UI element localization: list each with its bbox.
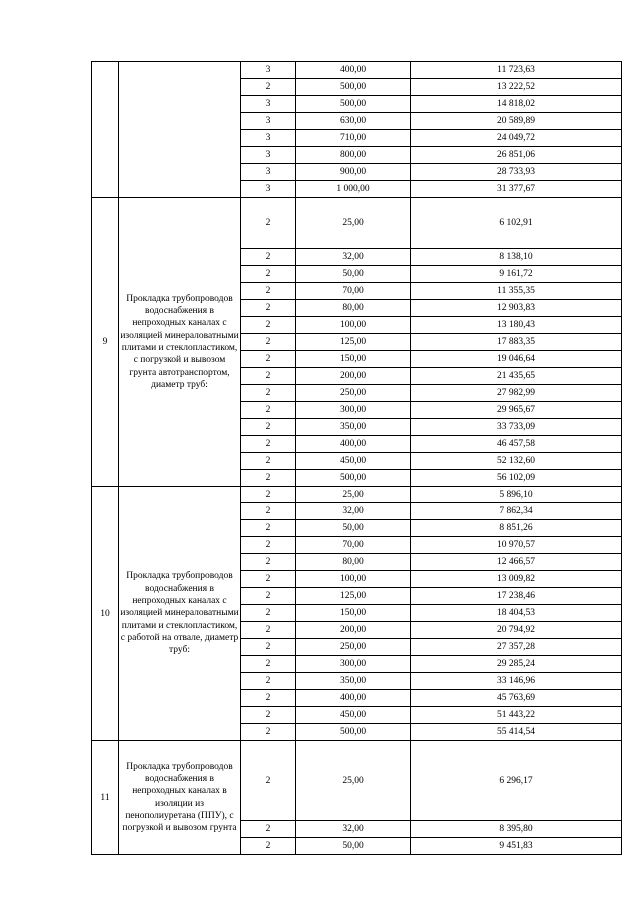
kind-cell: 2 — [241, 520, 296, 537]
diameter-cell: 100,00 — [296, 317, 411, 334]
diameter-cell: 630,00 — [296, 113, 411, 130]
price-cell: 14 818,02 — [411, 96, 622, 113]
item-number-cell: 11 — [92, 741, 119, 855]
kind-cell: 2 — [241, 385, 296, 402]
table-row — [92, 198, 622, 249]
price-cell: 27 357,28 — [411, 639, 622, 656]
kind-cell: 2 — [241, 334, 296, 351]
kind-cell: 2 — [241, 368, 296, 385]
price-cell: 9 161,72 — [411, 266, 622, 283]
price-cell: 31 377,67 — [411, 181, 622, 198]
kind-cell: 3 — [241, 147, 296, 164]
kind-cell: 2 — [241, 554, 296, 571]
price-cell: 52 132,60 — [411, 453, 622, 470]
price-cell: 19 046,64 — [411, 351, 622, 368]
diameter-cell: 25,00 — [296, 198, 411, 249]
diameter-cell: 500,00 — [296, 724, 411, 741]
diameter-cell: 200,00 — [296, 368, 411, 385]
kind-cell: 2 — [241, 436, 296, 453]
kind-cell: 2 — [241, 79, 296, 96]
kind-cell: 2 — [241, 673, 296, 690]
diameter-cell: 800,00 — [296, 147, 411, 164]
kind-cell: 2 — [241, 198, 296, 249]
diameter-cell: 500,00 — [296, 79, 411, 96]
price-cell: 6 102,91 — [411, 198, 622, 249]
kind-cell: 2 — [241, 622, 296, 639]
kind-cell: 3 — [241, 181, 296, 198]
price-table-body — [92, 62, 622, 855]
price-cell: 8 138,10 — [411, 249, 622, 266]
price-cell: 29 285,24 — [411, 656, 622, 673]
diameter-cell: 32,00 — [296, 821, 411, 838]
price-cell: 55 414,54 — [411, 724, 622, 741]
price-cell: 18 404,53 — [411, 605, 622, 622]
price-cell: 29 965,67 — [411, 402, 622, 419]
diameter-cell: 300,00 — [296, 656, 411, 673]
price-cell: 6 296,17 — [411, 741, 622, 821]
diameter-cell: 100,00 — [296, 571, 411, 588]
diameter-cell: 150,00 — [296, 351, 411, 368]
diameter-cell: 250,00 — [296, 639, 411, 656]
work-description-cell: Прокладка трубопроводов водоснабжения в непроходных каналах в изоляции из пенополиуретана (ППУ), с погрузкой и вывозом грунта — [119, 741, 241, 855]
kind-cell: 2 — [241, 402, 296, 419]
diameter-cell: 125,00 — [296, 334, 411, 351]
kind-cell: 3 — [241, 130, 296, 147]
diameter-cell: 150,00 — [296, 605, 411, 622]
diameter-cell: 80,00 — [296, 300, 411, 317]
work-description-cell: Прокладка трубопроводов водоснабжения в непроходных каналах с изоляцией минераловатными плитами и стеклопластиком, с работой на отвале, диаметр труб: — [119, 487, 241, 741]
kind-cell: 2 — [241, 283, 296, 300]
diameter-cell: 450,00 — [296, 707, 411, 724]
kind-cell: 2 — [241, 724, 296, 741]
price-cell: 33 733,09 — [411, 419, 622, 436]
table-row — [92, 741, 622, 821]
diameter-cell: 900,00 — [296, 164, 411, 181]
kind-cell: 2 — [241, 639, 296, 656]
price-cell: 12 466,57 — [411, 554, 622, 571]
kind-cell: 2 — [241, 419, 296, 436]
kind-cell: 2 — [241, 503, 296, 520]
price-cell: 26 851,06 — [411, 147, 622, 164]
work-description-cell — [119, 62, 241, 198]
price-cell: 20 589,89 — [411, 113, 622, 130]
kind-cell: 3 — [241, 113, 296, 130]
diameter-cell: 500,00 — [296, 96, 411, 113]
diameter-cell: 80,00 — [296, 554, 411, 571]
kind-cell: 2 — [241, 690, 296, 707]
price-cell: 51 443,22 — [411, 707, 622, 724]
diameter-cell: 1 000,00 — [296, 181, 411, 198]
diameter-cell: 25,00 — [296, 487, 411, 503]
kind-cell: 2 — [241, 317, 296, 334]
kind-cell: 2 — [241, 838, 296, 855]
kind-cell: 2 — [241, 605, 296, 622]
kind-cell: 2 — [241, 351, 296, 368]
price-cell: 11 355,35 — [411, 283, 622, 300]
price-cell: 21 435,65 — [411, 368, 622, 385]
table-row — [92, 487, 622, 503]
price-cell: 8 851,26 — [411, 520, 622, 537]
kind-cell: 3 — [241, 62, 296, 79]
diameter-cell: 50,00 — [296, 266, 411, 283]
price-cell: 46 457,58 — [411, 436, 622, 453]
price-cell: 13 222,52 — [411, 79, 622, 96]
kind-cell: 2 — [241, 249, 296, 266]
diameter-cell: 70,00 — [296, 283, 411, 300]
kind-cell: 2 — [241, 266, 296, 283]
price-cell: 8 395,80 — [411, 821, 622, 838]
kind-cell: 2 — [241, 537, 296, 554]
diameter-cell: 250,00 — [296, 385, 411, 402]
price-cell: 28 733,93 — [411, 164, 622, 181]
kind-cell: 3 — [241, 96, 296, 113]
price-cell: 13 180,43 — [411, 317, 622, 334]
table-row — [92, 62, 622, 79]
diameter-cell: 400,00 — [296, 62, 411, 79]
kind-cell: 2 — [241, 821, 296, 838]
diameter-cell: 50,00 — [296, 520, 411, 537]
price-cell: 5 896,10 — [411, 487, 622, 503]
kind-cell: 2 — [241, 470, 296, 487]
kind-cell: 2 — [241, 588, 296, 605]
price-cell: 45 763,69 — [411, 690, 622, 707]
price-cell: 33 146,96 — [411, 673, 622, 690]
kind-cell: 2 — [241, 571, 296, 588]
kind-cell: 2 — [241, 707, 296, 724]
kind-cell: 2 — [241, 300, 296, 317]
price-cell: 17 238,46 — [411, 588, 622, 605]
diameter-cell: 500,00 — [296, 470, 411, 487]
diameter-cell: 350,00 — [296, 419, 411, 436]
price-cell: 27 982,99 — [411, 385, 622, 402]
price-cell: 10 970,57 — [411, 537, 622, 554]
price-cell: 24 049,72 — [411, 130, 622, 147]
price-cell: 13 009,82 — [411, 571, 622, 588]
price-cell: 11 723,63 — [411, 62, 622, 79]
price-table — [91, 61, 622, 855]
diameter-cell: 350,00 — [296, 673, 411, 690]
price-cell: 20 794,92 — [411, 622, 622, 639]
diameter-cell: 50,00 — [296, 838, 411, 855]
price-cell: 17 883,35 — [411, 334, 622, 351]
diameter-cell: 400,00 — [296, 690, 411, 707]
diameter-cell: 25,00 — [296, 741, 411, 821]
price-cell: 56 102,09 — [411, 470, 622, 487]
diameter-cell: 710,00 — [296, 130, 411, 147]
diameter-cell: 400,00 — [296, 436, 411, 453]
kind-cell: 3 — [241, 164, 296, 181]
diameter-cell: 32,00 — [296, 503, 411, 520]
price-cell: 9 451,83 — [411, 838, 622, 855]
kind-cell: 2 — [241, 741, 296, 821]
diameter-cell: 32,00 — [296, 249, 411, 266]
diameter-cell: 300,00 — [296, 402, 411, 419]
diameter-cell: 200,00 — [296, 622, 411, 639]
kind-cell: 2 — [241, 453, 296, 470]
kind-cell: 2 — [241, 656, 296, 673]
diameter-cell: 125,00 — [296, 588, 411, 605]
price-cell: 7 862,34 — [411, 503, 622, 520]
item-number-cell: 10 — [92, 487, 119, 741]
price-cell: 12 903,83 — [411, 300, 622, 317]
diameter-cell: 70,00 — [296, 537, 411, 554]
item-number-cell — [92, 62, 119, 198]
work-description-cell: Прокладка трубопроводов водоснабжения в непроходных каналах с изоляцией минераловатными плитами и стеклопластиком, с погрузкой и вывозом грунта автотранспортом, диаметр труб: — [119, 198, 241, 487]
item-number-cell: 9 — [92, 198, 119, 487]
kind-cell: 2 — [241, 487, 296, 503]
diameter-cell: 450,00 — [296, 453, 411, 470]
